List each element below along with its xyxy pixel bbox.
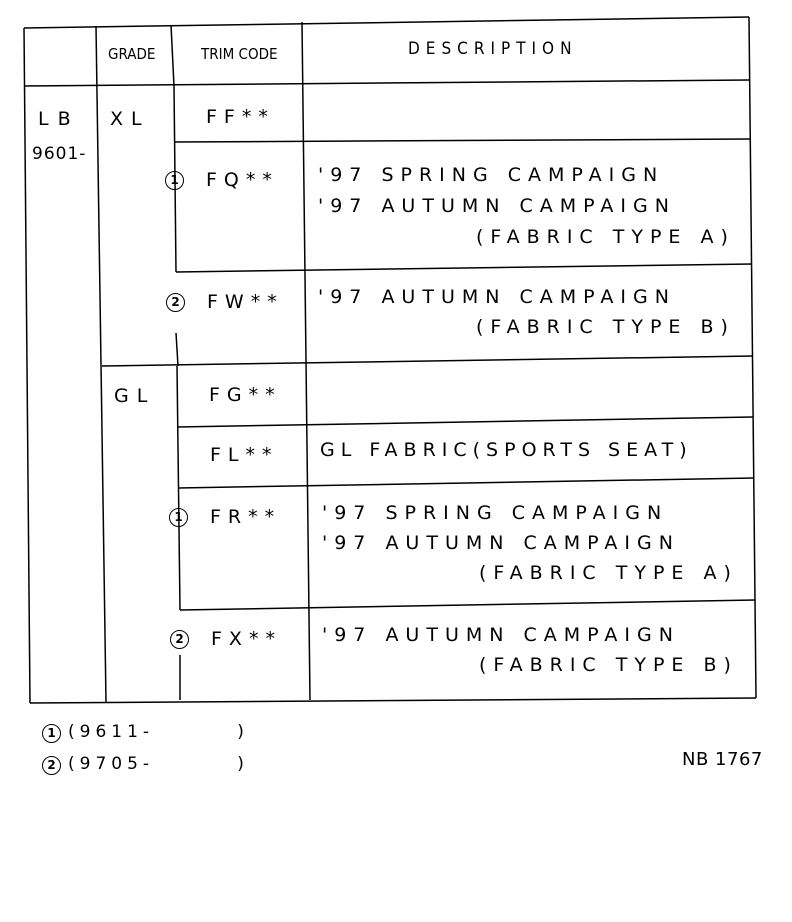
description-line: (FABRIC TYPE A): [479, 562, 738, 584]
trim-code-fx: FX**: [211, 628, 282, 650]
description-line: GL FABRIC(SPORTS SEAT): [320, 439, 693, 461]
marker-2-icon: 2: [170, 630, 189, 649]
description-line: (FABRIC TYPE B): [476, 316, 735, 338]
description-line: (FABRIC TYPE B): [479, 654, 738, 676]
model-date: 9601-: [32, 144, 87, 164]
reference-code: NB 1767: [682, 749, 763, 770]
marker-1-icon: 1: [42, 724, 61, 743]
description-line: '97 SPRING CAMPAIGN: [318, 164, 665, 186]
grade-xl: XL: [110, 108, 150, 130]
marker-1-icon: 1: [169, 508, 188, 527]
marker-1-icon: 1: [165, 171, 184, 190]
grade-gl: GL: [114, 385, 156, 407]
description-line: '97 SPRING CAMPAIGN: [322, 502, 669, 524]
footnote-1: (9611- ): [68, 722, 249, 742]
trim-code-fg: FG**: [209, 384, 282, 406]
description-line: (FABRIC TYPE A): [476, 226, 735, 248]
column-header-grade: GRADE: [108, 45, 156, 63]
trim-code-fl: FL**: [210, 444, 279, 466]
model-code: LB: [38, 108, 80, 130]
column-header-trim-code: TRIM CODE: [201, 45, 278, 63]
description-line: '97 AUTUMN CAMPAIGN: [322, 624, 680, 646]
marker-2-icon: 2: [166, 293, 185, 312]
marker-2-icon: 2: [42, 756, 61, 775]
trim-code-fw: FW**: [207, 291, 284, 313]
column-header-description: DESCRIPTION: [408, 39, 578, 59]
trim-code-fr: FR**: [210, 506, 282, 528]
footnote-2: (9705- ): [68, 754, 249, 774]
trim-code-ff: FF**: [206, 106, 275, 128]
description-line: '97 AUTUMN CAMPAIGN: [318, 286, 676, 308]
trim-code-fq: FQ**: [206, 169, 279, 191]
description-line: '97 AUTUMN CAMPAIGN: [322, 532, 680, 554]
description-line: '97 AUTUMN CAMPAIGN: [318, 195, 676, 217]
